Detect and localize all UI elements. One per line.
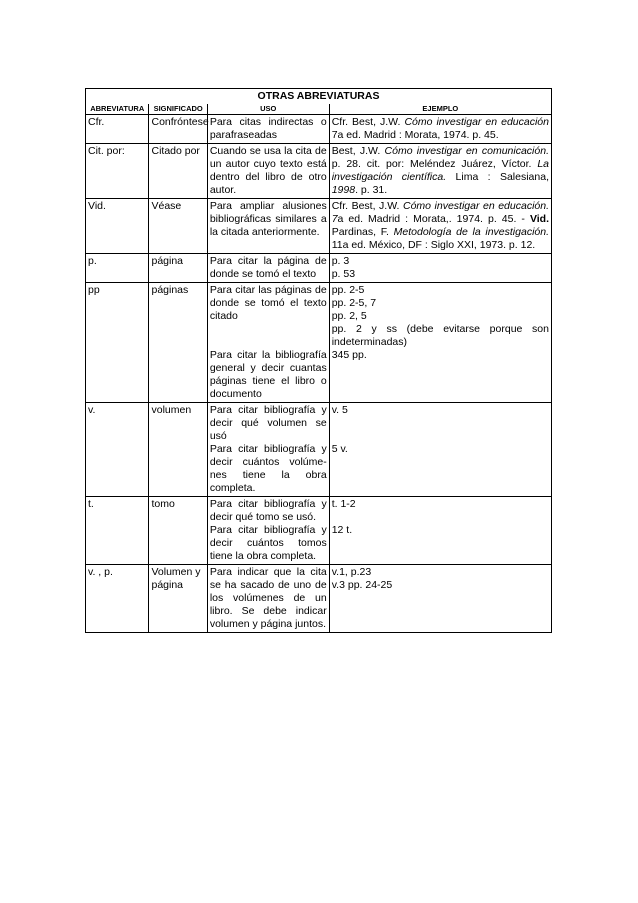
table-header-row — [86, 104, 552, 115]
header-ejemplo: EJEMPLO — [329, 104, 551, 115]
cell-significado: volumen — [149, 403, 207, 497]
table-row — [86, 199, 552, 254]
cell-significado: Citado por — [149, 144, 207, 199]
cell-uso: Para citar bibliografía y decir qué volumen se usó Para citar bibliografía y decir cuántos volúme-nes tiene la obra completa. — [207, 403, 329, 497]
table-title: OTRAS ABREVIATURAS — [86, 89, 552, 105]
table-row — [86, 497, 552, 565]
cell-ejemplo: Cfr. Best, J.W. Cómo investigar en educación 7a ed. Madrid : Morata, 1974. p. 45. — [329, 115, 551, 144]
cell-abreviatura: Cit. por: — [86, 144, 149, 199]
header-uso: USO — [207, 104, 329, 115]
cell-abreviatura: Cfr. — [86, 115, 149, 144]
cell-abreviatura: Vid. — [86, 199, 149, 254]
cell-significado: Confróntese — [149, 115, 207, 144]
header-abreviatura: ABREVIATURA — [86, 104, 149, 115]
table-title-row — [86, 89, 552, 105]
cell-significado: tomo — [149, 497, 207, 565]
cell-abreviatura: t. — [86, 497, 149, 565]
table-row — [86, 403, 552, 497]
table-row — [86, 254, 552, 283]
cell-uso: Cuando se usa la cita de un autor cuyo texto está dentro del libro de otro autor. — [207, 144, 329, 199]
cell-uso: Para citar las páginas de donde se tomó el texto citado Para citar la bibliografía general y decir cuantas páginas tiene el libro o documento — [207, 283, 329, 403]
table-row — [86, 115, 552, 144]
cell-significado: página — [149, 254, 207, 283]
cell-ejemplo: v.1, p.23 v.3 pp. 24-25 — [329, 565, 551, 633]
cell-ejemplo: v. 5 5 v. — [329, 403, 551, 497]
cell-ejemplo: Best, J.W. Cómo investigar en comunicación. p. 28. cit. por: Meléndez Juárez, Víctor. La investigación científica. Lima : Salesiana, 1998. p. 31. — [329, 144, 551, 199]
cell-ejemplo: t. 1-2 12 t. — [329, 497, 551, 565]
cell-abreviatura: p. — [86, 254, 149, 283]
table-row — [86, 565, 552, 633]
cell-uso: Para ampliar alusiones bibliográficas similares a la citada anteriormente. — [207, 199, 329, 254]
cell-abreviatura: v. — [86, 403, 149, 497]
cell-significado: Volumen y página — [149, 565, 207, 633]
table-row — [86, 283, 552, 403]
abbreviations-table — [85, 88, 552, 633]
cell-ejemplo: Cfr. Best, J.W. Cómo investigar en educación. 7a ed. Madrid : Morata,. 1974. p. 45. - Vid. Pardinas, F. Metodología de la investigación. 11a ed. México, DF : Siglo XXI, 1973. p. 12. — [329, 199, 551, 254]
cell-uso: Para citas indirectas o parafraseadas — [207, 115, 329, 144]
cell-uso: Para indicar que la cita se ha sacado de uno de los volúmenes de un libro. Se debe indicar volumen y página juntos. — [207, 565, 329, 633]
document-page — [85, 88, 552, 633]
cell-abreviatura: v. , p. — [86, 565, 149, 633]
cell-significado: páginas — [149, 283, 207, 403]
header-significado: SIGNIFICADO — [149, 104, 207, 115]
cell-uso: Para citar bibliografía y decir qué tomo se usó. Para citar bibliografía y decir cuántos tomos tiene la obra completa. — [207, 497, 329, 565]
cell-ejemplo: p. 3 p. 53 — [329, 254, 551, 283]
table-row — [86, 144, 552, 199]
cell-abreviatura: pp — [86, 283, 149, 403]
cell-uso: Para citar la página de donde se tomó el texto — [207, 254, 329, 283]
cell-ejemplo: pp. 2-5 pp. 2-5, 7 pp. 2, 5 pp. 2 y ss (debe evitarse porque son indeterminadas) 345 pp. — [329, 283, 551, 403]
cell-significado: Véase — [149, 199, 207, 254]
